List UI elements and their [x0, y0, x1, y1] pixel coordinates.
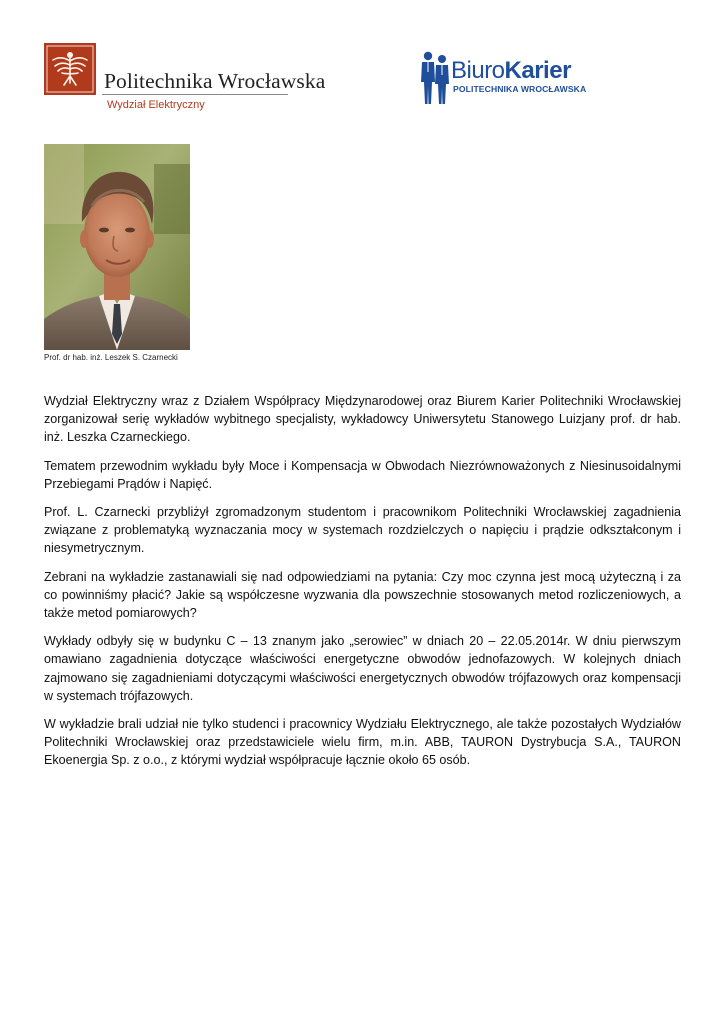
- university-name: Politechnika Wrocławska: [104, 69, 326, 93]
- career-office-title-part2: Karier: [504, 57, 571, 84]
- logo-divider: [102, 94, 288, 95]
- career-office-title: [451, 59, 571, 83]
- career-office-title-part1: Biuro: [451, 57, 505, 84]
- people-figures-icon: [419, 50, 451, 106]
- article-paragraph: W wykładzie brali udział nie tylko studenci i pracownicy Wydziału Elektrycznego, ale także pozostałych Wydziałów Politechniki Wrocławskiej oraz przedstawiciele wielu firm, m.in. ABB, TAURON Dystrybucja S.A., TAURON Ekoenergia Sp. z o.o., z którymi wydział współpracuje łącznie około 65 osób.: [44, 717, 681, 768]
- portrait-photo: [44, 144, 190, 350]
- article-paragraph: Wydział Elektryczny wraz z Działem Współpracy Międzynarodowej oraz Biurem Karier Politechniki Wrocławskiej zorganizował serię wykładów wybitnego specjalisty, wykładowcy Uniwersytetu Stanowego Luizjany prof. dr hab. inż. Leszka Czarneckiego.: [44, 394, 681, 445]
- article-paragraph: Zebrani na wykładzie zastanawiali się nad odpowiedziami na pytania: Czy moc czynna jest mocą użyteczną i za co powinniśmy płacić? Jakie są współczesne wyzwania dla powszechnie stosowanych metod rozliczeniowych, a także metod pomiarowych?: [44, 569, 681, 621]
- article-paragraph: Tematem przewodnim wykładu były Moce i Kompensacja w Obwodach Niezrównoważonych z Niesinusoidalnymi Przebiegami Prądów i Napięć.: [44, 458, 681, 491]
- article-paragraph: Wykłady odbyły się w budynku C – 13 znanym jako „serowiec” w dniach 20 – 22.05.2014r. W dniu pierwszym omawiano zagadnienia dotyczące właściwości energetyczne obwodów jednofazowych. W kolejnych dniach zajmowano się zagadnieniami dotyczącymi właściwości energetycznych obwodów trójfazowych oraz kompensacji w systemach trójfazowych.: [44, 634, 681, 703]
- article-paragraph: Prof. L. Czarnecki przybliżył zgromadzonym studentom i pracownikom Politechniki Wrocławskiej zagadnienia związane z problematyką wyznaczania mocy w systemach rozdzielczych o napięciu i prądzie odkształconym i niesymetrycznym.: [44, 505, 681, 556]
- article-body: [44, 392, 681, 780]
- career-office-subtitle: POLITECHNIKA WROCŁAWSKA: [453, 84, 587, 94]
- photo-caption: Prof. dr hab. inż. Leszek S. Czarnecki: [44, 353, 178, 362]
- faculty-name: Wydział Elektryczny: [107, 99, 205, 111]
- eagle-shield-icon: [44, 43, 96, 95]
